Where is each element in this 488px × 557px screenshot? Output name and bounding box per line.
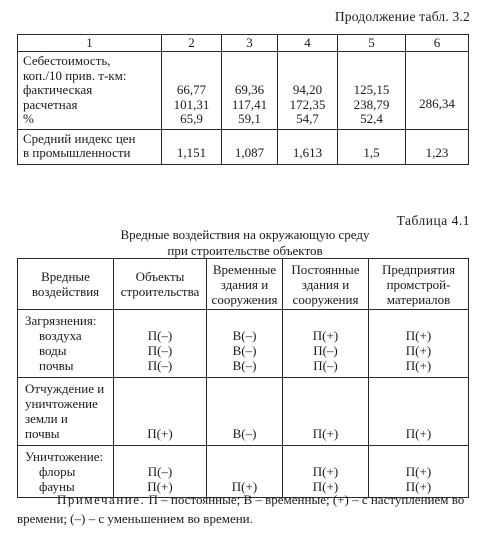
column-number: 3 xyxy=(222,35,278,52)
group-label: Загрязнения: воздуха воды почвы xyxy=(18,310,114,378)
table-3-2 xyxy=(17,34,469,165)
column-number-row xyxy=(18,35,469,52)
group-row-pollution xyxy=(18,310,469,378)
cost-values-col-3: 69,36 117,41 59,1 xyxy=(222,52,278,130)
cost-values-col-5: 125,15 238,79 52,4 xyxy=(338,52,406,130)
continuation-caption: Продолжение табл. 3.2 xyxy=(334,9,470,24)
price-index-value: 1,5 xyxy=(338,129,406,164)
note-label: Примечание. xyxy=(57,492,146,507)
cost-values-col-6: 286,34 xyxy=(406,52,469,130)
group-values: П(+) П(+) xyxy=(369,446,469,498)
group-values: П(+) xyxy=(369,378,469,446)
column-number: 5 xyxy=(338,35,406,52)
group-values: В(–) В(–) В(–) xyxy=(207,310,283,378)
header-temporary-buildings: Временные здания и сооружения xyxy=(207,259,283,310)
group-values: П(–) П(+) xyxy=(114,446,207,498)
cost-values-col-2: 66,77 101,31 65,9 xyxy=(162,52,222,130)
group-row-land xyxy=(18,378,469,446)
column-number: 6 xyxy=(406,35,469,52)
group-values: П(+) xyxy=(207,446,283,498)
header-construction-objects: Объекты строительства xyxy=(114,259,207,310)
column-number: 4 xyxy=(278,35,338,52)
price-index-value: 1,23 xyxy=(406,129,469,164)
price-index-row xyxy=(18,129,469,164)
header-impacts: Вредные воздействия xyxy=(18,259,114,310)
note-text: П – постоянные; В – временные; (+) – с наступлением во времени; (–) – с уменьшением во времени. xyxy=(17,492,465,526)
group-values: П(+) П(+) П(+) xyxy=(369,310,469,378)
group-values: П(+) П(–) П(–) xyxy=(283,310,369,378)
group-values: П(+) xyxy=(114,378,207,446)
group-label: Уничтожение: флоры фауны xyxy=(18,446,114,498)
price-index-value: 1,151 xyxy=(162,129,222,164)
table-4-1 xyxy=(17,258,469,498)
group-values: П(+) П(+) xyxy=(283,446,369,498)
price-index-value: 1,613 xyxy=(278,129,338,164)
group-values: П(–) П(–) П(–) xyxy=(114,310,207,378)
cost-values-col-4: 94,20 172,35 54,7 xyxy=(278,52,338,130)
group-values: В(–) xyxy=(207,378,283,446)
header-building-materials-plants: Предприятия промстрой- материалов xyxy=(369,259,469,310)
column-number: 2 xyxy=(162,35,222,52)
column-number: 1 xyxy=(18,35,162,52)
group-values: П(+) xyxy=(283,378,369,446)
cost-row xyxy=(18,52,469,130)
price-index-label: Средний индекс цен в промышленности xyxy=(18,129,162,164)
header-row xyxy=(18,259,469,310)
group-label: Отчуждение и уничтожение земли и почвы xyxy=(18,378,114,446)
table-note xyxy=(17,490,472,528)
table-4-1-title: Вредные воздействия на окружающую среду при строительстве объектов xyxy=(120,227,370,258)
table-4-1-caption: Таблица 4.1 xyxy=(396,213,470,228)
price-index-value: 1,087 xyxy=(222,129,278,164)
header-permanent-buildings: Постоянные здания и сооружения xyxy=(283,259,369,310)
cost-label: Себестоимость, коп./10 прив. т-км: фактическая расчетная % xyxy=(18,52,162,130)
